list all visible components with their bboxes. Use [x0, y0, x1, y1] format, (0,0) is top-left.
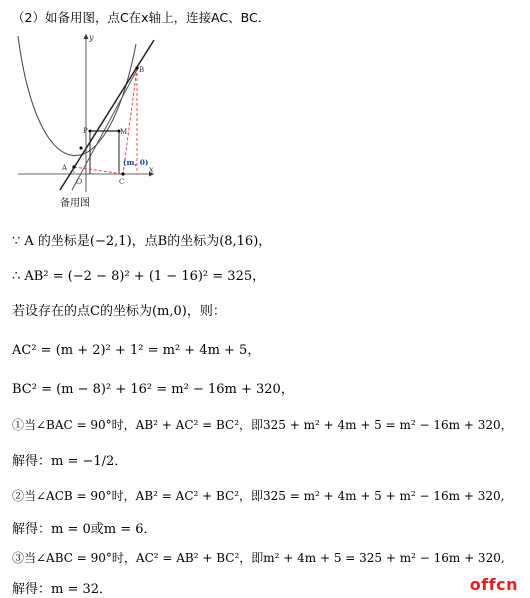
solution-line-2 [12, 265, 265, 284]
parabola-figure [16, 30, 166, 195]
offcn-watermark: offcn [469, 575, 518, 594]
solution-line-5 [12, 378, 294, 397]
solution-line-7 [12, 450, 127, 469]
solution-line-11 [12, 578, 112, 597]
solution-line-3 [12, 300, 226, 319]
label-m: M [120, 128, 128, 136]
line-9-text: 解得：m = 0或m = 6． [12, 522, 157, 537]
label-c: C [119, 178, 125, 186]
y-axis-arrow [84, 34, 89, 39]
solution-line-1 [12, 230, 271, 249]
line-11-text: 解得：m = 32． [12, 582, 113, 597]
solution-line-10 [12, 549, 505, 566]
line-3-text: 若设存在的点C的坐标为(m,0)，则： [12, 304, 226, 319]
line-4-text: AC² = (m + 2)² + 1² = m² + 4m + 5， [12, 343, 261, 358]
header-text: （2）如备用图，点C在x轴上，连接AC、BC． [12, 10, 271, 25]
label-x: x [149, 165, 154, 174]
solution-line-6 [12, 416, 513, 433]
label-a: A [62, 164, 68, 172]
label-b: B [139, 66, 145, 74]
label-o: O [76, 177, 83, 186]
figure-caption: 备用图 [60, 198, 90, 209]
line-2-text: ∴ AB² = (−2 − 8)² + (1 − 16)² = 325， [12, 269, 266, 284]
solution-line-9 [12, 518, 157, 537]
line-7-text: 解得：m = −1/2． [12, 454, 128, 469]
problem-header [12, 8, 270, 26]
label-m-point: (m, 0) [123, 158, 149, 167]
line-5-text: BC² = (m − 8)² + 16² = m² − 16m + 320， [12, 382, 294, 397]
line-1-text: ∵ A 的坐标是(−2,1)，点B的坐标为(8,16)， [12, 234, 272, 249]
line-10-text: ③当∠ABC = 90°时，AC² = AB² + BC²，即m² + 4m + 5 = 325 + m² − 16m + 320, [12, 551, 505, 565]
point-a [72, 165, 75, 168]
line-8-text: ②当∠ACB = 90°时，AB² = AC² + BC²，即325 = m² + 4m + 5 + m² − 16m + 320, [12, 489, 505, 503]
solution-line-4 [12, 339, 260, 358]
label-p: P [83, 127, 88, 135]
point-p [89, 130, 92, 133]
line-6-text: ①当∠BAC = 90°时，AB² + AC² = BC²，即325 + m² + 4m + 5 = m² − 16m + 320， [12, 418, 513, 432]
point-d [80, 147, 83, 150]
point-c [121, 172, 124, 175]
label-y: y [89, 33, 94, 42]
solution-line-8 [12, 487, 504, 504]
